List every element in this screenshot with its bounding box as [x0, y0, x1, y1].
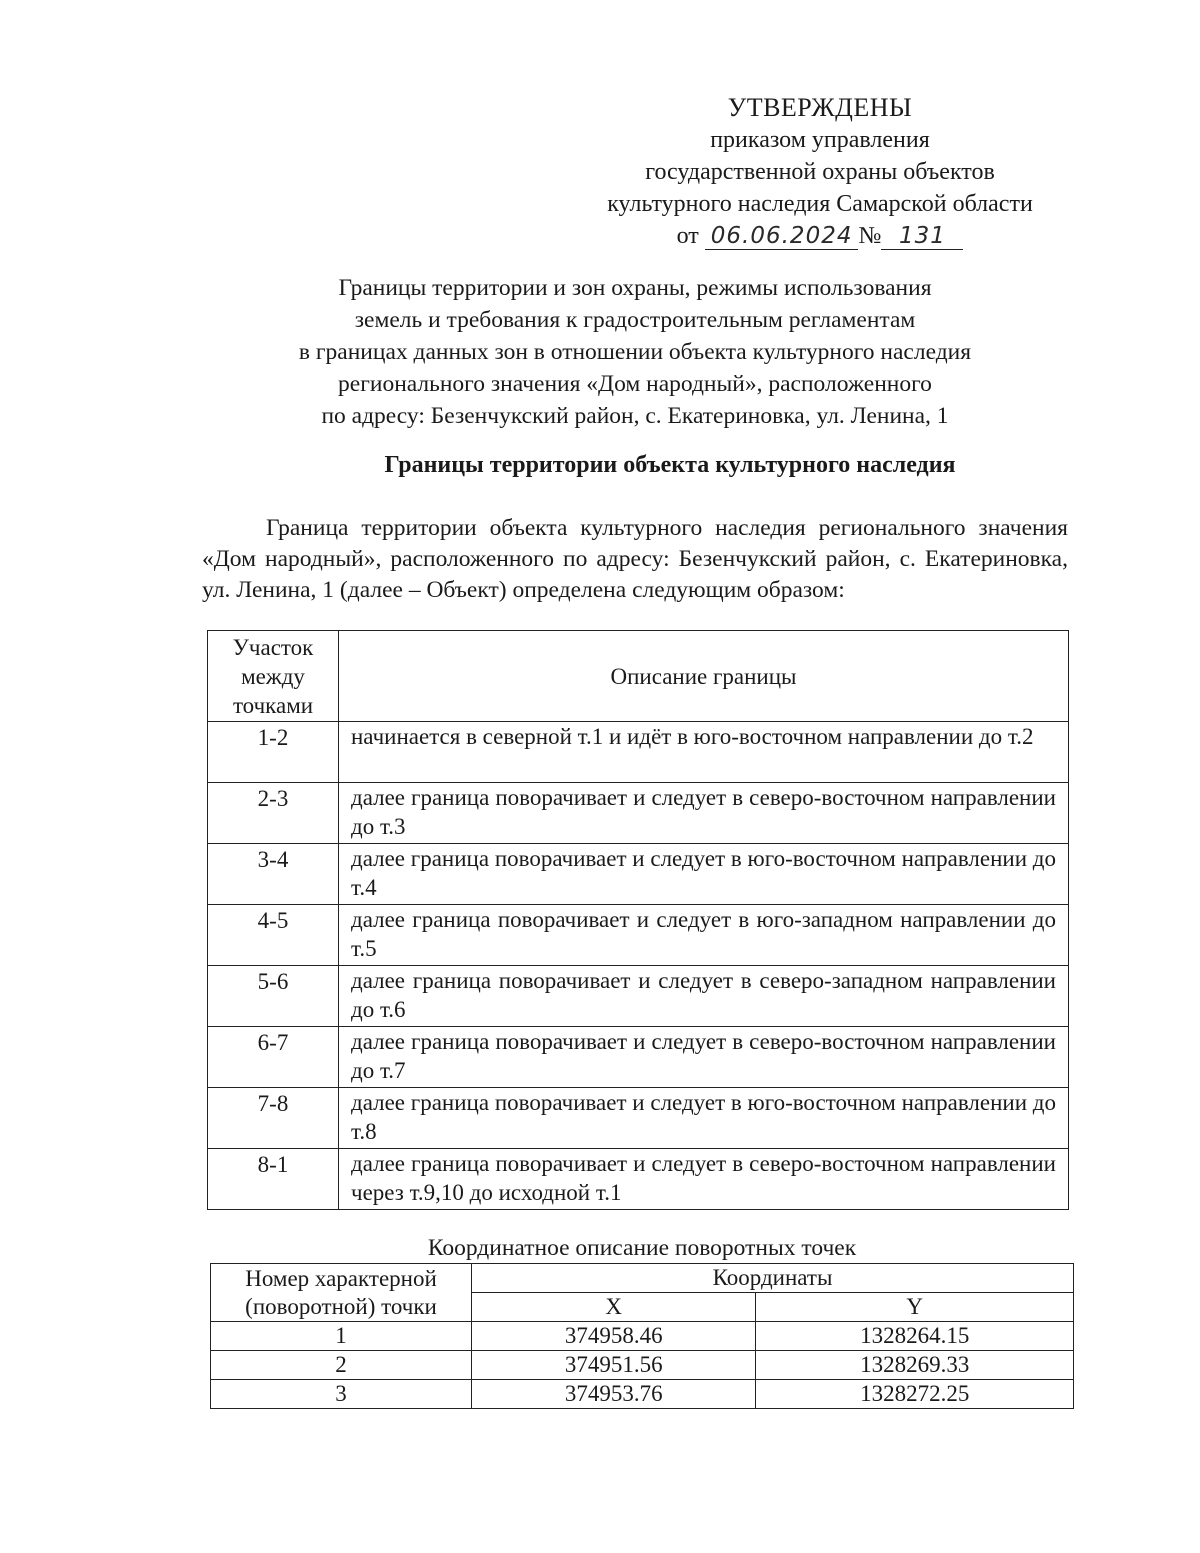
coordinates-group-header: Координаты	[472, 1264, 1074, 1293]
y-coordinate-cell: 1328272.25	[756, 1380, 1074, 1409]
table-row	[211, 1322, 1074, 1351]
y-coordinate-cell: 1328269.33	[756, 1351, 1074, 1380]
description-column-header: Описание границы	[339, 631, 1069, 722]
description-cell: начинается в северной т.1 и идёт в юго-восточном направлении до т.2	[339, 722, 1069, 783]
segment-cell: 7-8	[208, 1088, 339, 1149]
document-title-line-4: регионального значения «Дом народный», расположенного	[338, 371, 932, 397]
document-title-line-1: Границы территории и зон охраны, режимы использования	[338, 275, 932, 301]
x-coordinate-cell: 374958.46	[472, 1322, 756, 1351]
order-date-field	[705, 223, 859, 250]
coordinates-header-row	[211, 1264, 1074, 1293]
description-cell: далее граница поворачивает и следует в северо-западном направлении до т.6	[339, 966, 1069, 1027]
y-column-header: Y	[756, 1293, 1074, 1322]
table-row	[208, 1149, 1069, 1210]
table-row	[211, 1380, 1074, 1409]
boundary-table-header-row	[208, 631, 1069, 722]
description-cell: далее граница поворачивает и следует в юго-западном направлении до т.5	[339, 905, 1069, 966]
table-row	[208, 1027, 1069, 1088]
x-coordinate-cell: 374951.56	[472, 1351, 756, 1380]
number-sign: №	[858, 223, 882, 249]
segment-cell: 3-4	[208, 844, 339, 905]
description-cell: далее граница поворачивает и следует в северо-восточном направлении через т.9,10 до исходной т.1	[339, 1149, 1069, 1210]
description-cell: далее граница поворачивает и следует в юго-восточном направлении до т.8	[339, 1088, 1069, 1149]
segment-cell: 4-5	[208, 905, 339, 966]
document-title	[200, 272, 1070, 432]
document-title-line-5: по адресу: Безенчукский район, с. Екатериновка, ул. Ленина, 1	[321, 403, 949, 429]
segment-column-header: Участок между точками	[208, 631, 339, 722]
segment-cell: 6-7	[208, 1027, 339, 1088]
coordinates-caption: Координатное описание поворотных точек	[427, 1235, 857, 1261]
approval-line-2: государственной охраны объектов	[645, 159, 995, 185]
segment-cell: 2-3	[208, 783, 339, 844]
approval-title: УТВЕРЖДЕНЫ	[727, 93, 913, 122]
table-row	[208, 783, 1069, 844]
table-row	[208, 905, 1069, 966]
table-row	[208, 966, 1069, 1027]
order-date-number-line	[560, 220, 1080, 252]
point-number-cell: 3	[211, 1380, 472, 1409]
table-row	[211, 1351, 1074, 1380]
approval-line-3: культурного наследия Самарской области	[607, 191, 1033, 217]
description-cell: далее граница поворачивает и следует в северо-восточном направлении до т.3	[339, 783, 1069, 844]
approval-line-1: приказом управления	[710, 127, 930, 153]
x-coordinate-cell: 374953.76	[472, 1380, 756, 1409]
approval-block	[560, 92, 1080, 252]
x-column-header: X	[472, 1293, 756, 1322]
coordinates-table	[210, 1263, 1074, 1409]
order-number-field	[881, 223, 963, 250]
section-title: Границы территории объекта культурного наследия	[384, 452, 956, 478]
handwritten-date: 06.06.2024	[710, 223, 853, 249]
point-number-header: Номер характерной (поворотной) точки	[211, 1264, 472, 1322]
table-row	[208, 844, 1069, 905]
table-row	[208, 722, 1069, 783]
boundary-description-table	[207, 630, 1069, 1210]
date-prefix: от	[676, 223, 699, 249]
y-coordinate-cell: 1328264.15	[756, 1322, 1074, 1351]
handwritten-number: 131	[898, 223, 946, 249]
point-number-cell: 2	[211, 1351, 472, 1380]
document-title-line-3: в границах данных зон в отношении объекта культурного наследия	[298, 339, 972, 365]
point-number-cell: 1	[211, 1322, 472, 1351]
segment-cell: 8-1	[208, 1149, 339, 1210]
segment-cell: 1-2	[208, 722, 339, 783]
document-title-line-2: земель и требования к градостроительным регламентам	[354, 307, 916, 333]
description-cell: далее граница поворачивает и следует в северо-восточном направлении до т.7	[339, 1027, 1069, 1088]
segment-cell: 5-6	[208, 966, 339, 1027]
boundary-paragraph: Граница территории объекта культурного наследия регионального значения «Дом народный», расположенного по адресу: Безенчукский район, с. Екатериновка, ул. Ленина, 1 (далее – Объект) определена следующим образом:	[202, 515, 1068, 603]
description-cell: далее граница поворачивает и следует в юго-восточном направлении до т.4	[339, 844, 1069, 905]
table-row	[208, 1088, 1069, 1149]
